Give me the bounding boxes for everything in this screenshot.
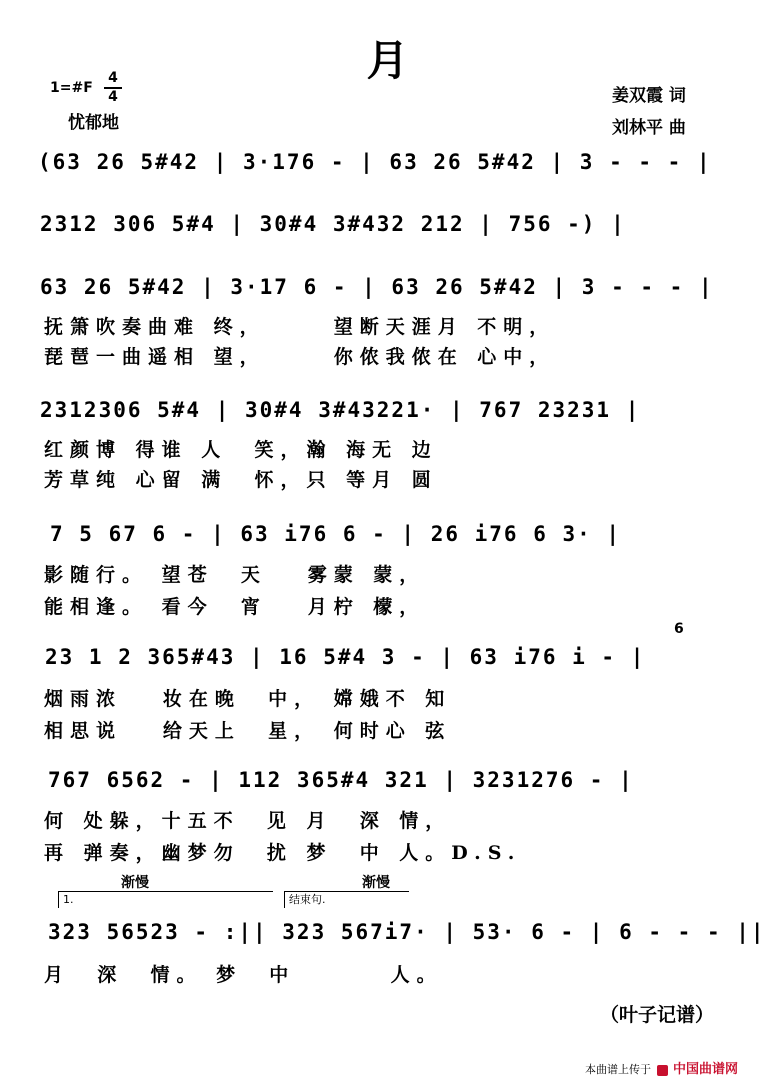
grace-note: 6 bbox=[674, 621, 684, 637]
scribe-credit: （叶子记谱） bbox=[600, 1004, 715, 1026]
lyric-verse-1: 抚箫吹奏曲难 终， 望断天涯月 不明， bbox=[44, 316, 556, 338]
lyric-verse-2: 芳草纯 心留 满 怀，只 等月 圆 bbox=[44, 469, 438, 491]
lyric-verse-1: 何 处躲，十五不 见 月 深 情， bbox=[44, 810, 452, 832]
notation-line: 2312306 5#4 | 30#4 3#43221· | 767 23231 | bbox=[40, 398, 641, 422]
notation-line: 767 6562 - | 112 365#4 321 | 3231276 - | bbox=[48, 768, 634, 792]
notation-line: 23 1 2 365#43 | 16 5#4 3 - | 63 i76 i - | bbox=[45, 645, 646, 669]
score-row-1 bbox=[0, 150, 775, 200]
lyric-verse-1: 红颜博 得谁 人 笑，瀚 海无 边 bbox=[44, 439, 438, 461]
notation-line: (63 26 5#42 | 3·176 - | 63 26 5#42 | 3 - - - | bbox=[38, 150, 712, 174]
lyric-verse-2: 能相逢。 看今 宵 月柠 檬， bbox=[44, 596, 426, 618]
site-logo-icon bbox=[657, 1065, 668, 1076]
notation-line: 323 56523 - :|| 323 567i7· | 53· 6 - | 6 - - - || bbox=[48, 920, 766, 944]
song-title: 月 bbox=[366, 36, 409, 85]
time-signature bbox=[104, 70, 122, 106]
first-ending: 1. bbox=[58, 891, 273, 908]
time-signature-top: 4 bbox=[108, 70, 118, 86]
tempo-mark: 忧郁地 bbox=[68, 113, 119, 133]
notation-line: 7 5 67 6 - | 63 i76 6 - | 26 i76 6 3· | bbox=[50, 522, 622, 546]
lyric-verse-2: 相思说 给天上 星， 何时心 弦 bbox=[44, 720, 452, 742]
composer: 刘林平 曲 bbox=[612, 118, 686, 138]
score-row-2 bbox=[0, 212, 775, 262]
tempo-change-2: 渐慢 bbox=[362, 875, 390, 891]
lyric-verse-2: 琵琶一曲遥相 望， 你侬我侬在 心中， bbox=[44, 346, 556, 368]
key-signature: 1=#F bbox=[50, 80, 93, 96]
lyric-verse-2: 再 弹奏，幽梦勿 扰 梦 中 人。D.S. bbox=[44, 842, 522, 864]
notation-line: 63 26 5#42 | 3·17 6 - | 63 26 5#42 | 3 - - - | bbox=[40, 275, 714, 299]
lyric-verse-1: 影随行。 望苍 天 雾蒙 蒙， bbox=[44, 564, 426, 586]
footer bbox=[585, 1058, 738, 1077]
lyric-verse-1: 月 深 情。 梦 中 人。 bbox=[44, 964, 443, 986]
footer-site: 中国曲谱网 bbox=[673, 1062, 739, 1077]
credits bbox=[612, 80, 686, 144]
lyricist: 姜双霞 词 bbox=[612, 86, 686, 106]
time-signature-bottom: 4 bbox=[104, 87, 122, 106]
lyric-verse-1: 烟雨浓 妆在晚 中， 嫦娥不 知 bbox=[44, 688, 452, 710]
ending-label: 结束句. bbox=[284, 891, 409, 908]
tempo-change-1: 渐慢 bbox=[121, 875, 149, 891]
notation-line: 2312 306 5#4 | 30#4 3#432 212 | 756 -) | bbox=[40, 212, 626, 236]
footer-text: 本曲谱上传于 bbox=[585, 1063, 651, 1076]
